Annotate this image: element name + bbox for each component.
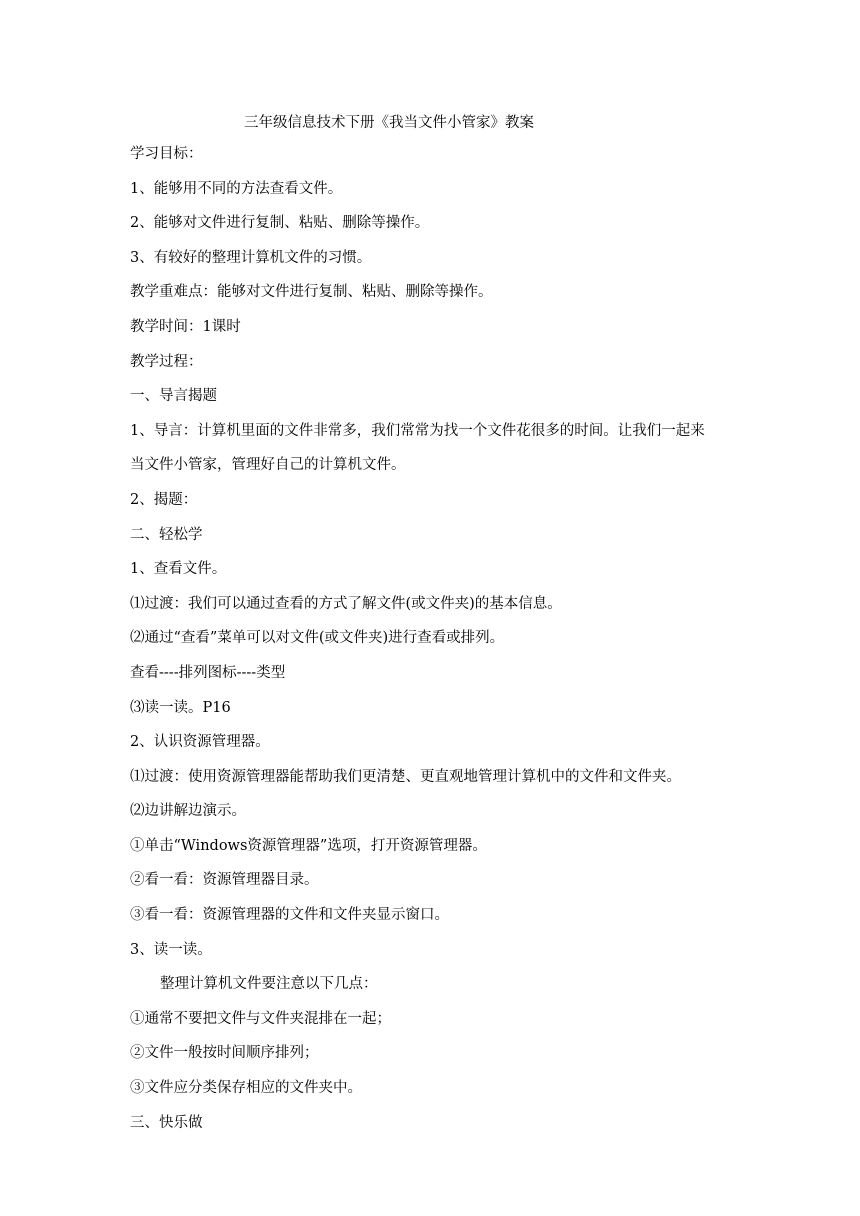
paragraph-line: ⑵边讲解边演示。 (130, 803, 246, 820)
paragraph-line: ②文件一般按时间顺序排列； (130, 1045, 319, 1062)
paragraph-line: 二、轻松学 (130, 526, 203, 543)
paragraph-line: ②看一看：资源管理器目录。 (130, 872, 319, 889)
paragraph-line: 查看----排列图标----类型 (130, 664, 286, 681)
paragraph-line: 2、认识资源管理器。 (130, 734, 270, 751)
paragraph-line: ③文件应分类保存相应的文件夹中。 (130, 1080, 362, 1097)
paragraph-line: 整理计算机文件要注意以下几点： (160, 976, 378, 993)
document-title: 三年级信息技术下册《我当文件小管家》教案 (244, 115, 534, 131)
paragraph-line: 三、快乐做 (130, 1114, 203, 1131)
paragraph-line: 当文件小管家，管理好自己的计算机文件。 (130, 457, 406, 474)
paragraph-line: 教学重难点：能够对文件进行复制、粘贴、删除等操作。 (130, 284, 493, 301)
paragraph-line: 2、能够对文件进行复制、粘贴、删除等操作。 (130, 215, 430, 232)
paragraph-line: 1、查看文件。 (130, 561, 227, 578)
paragraph-line: ⑴过渡：使用资源管理器能帮助我们更清楚、更直观地管理计算机中的文件和文件夹。 (130, 768, 681, 785)
paragraph-line: ⑴过渡：我们可以通过查看的方式了解文件(或文件夹)的基本信息。 (130, 595, 562, 612)
paragraph-line: ①通常不要把文件与文件夹混排在一起； (130, 1010, 391, 1027)
paragraph-line: 一、导言揭题 (130, 388, 217, 405)
paragraph-line: 教学过程： (130, 353, 203, 370)
paragraph-line: 2、揭题： (130, 491, 198, 508)
document-body (130, 144, 750, 1147)
paragraph-line: ①单击“Windows资源管理器”选项，打开资源管理器。 (130, 837, 487, 854)
paragraph-line: 3、有较好的整理计算机文件的习惯。 (130, 249, 372, 266)
paragraph-line: ⑶读一读。P16 (130, 699, 231, 716)
paragraph-line: ③看一看：资源管理器的文件和文件夹显示窗口。 (130, 907, 449, 924)
paragraph-line: 1、导言：计算机里面的文件非常多，我们常常为找一个文件花很多的时间。让我们一起来 (130, 422, 705, 439)
paragraph-line: ⑵通过“查看”菜单可以对文件(或文件夹)进行查看或排列。 (130, 630, 505, 647)
paragraph-line: 3、读一读。 (130, 941, 212, 958)
paragraph-line: 1、能够用不同的方法查看文件。 (130, 180, 343, 197)
paragraph-line: 教学时间：1课时 (130, 318, 241, 335)
paragraph-line: 学习目标： (130, 146, 203, 162)
